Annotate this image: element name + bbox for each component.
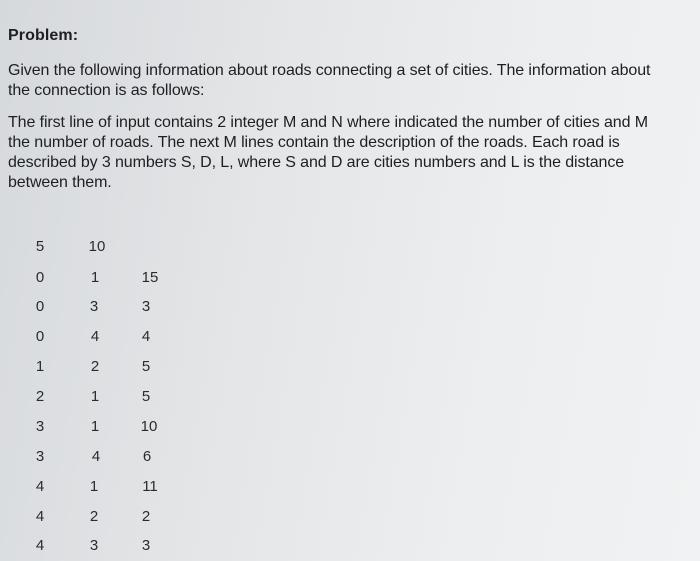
distance-cell: 5 — [141, 358, 151, 375]
destination-city-cell: 3 — [89, 537, 99, 554]
distance-cell: 5 — [141, 388, 151, 405]
distance-cell: 4 — [141, 328, 151, 345]
destination-city-cell: 3 — [89, 298, 99, 315]
description-line: described by 3 numbers S, D, L, where S and D are cities numbers and L is the distance — [8, 154, 625, 171]
distance-cell: 3 — [141, 537, 151, 554]
distance-cell: 10 — [140, 418, 158, 435]
roads-count: 10 — [88, 238, 106, 255]
destination-city-cell: 2 — [90, 358, 100, 375]
cities-count: 5 — [35, 238, 45, 255]
source-city-cell: 3 — [35, 448, 45, 465]
distance-cell: 11 — [142, 478, 158, 495]
intro-line: the connection is as follows: — [8, 82, 205, 99]
intro-paragraph — [8, 61, 693, 101]
source-city-cell: 2 — [35, 388, 45, 405]
destination-city-cell: 1 — [90, 418, 100, 435]
destination-city-cell: 1 — [90, 388, 100, 405]
description-paragraph — [8, 113, 693, 193]
distance-cell: 3 — [141, 298, 151, 315]
destination-city-cell: 1 — [89, 478, 99, 495]
distance-cell: 15 — [141, 269, 159, 286]
distance-cell: 6 — [142, 448, 152, 465]
distance-cell: 2 — [141, 508, 151, 525]
problem-heading: Problem: — [8, 27, 79, 44]
destination-city-cell: 2 — [89, 508, 99, 525]
description-line: the number of roads. The next M lines contain the description of the roads. Each road is — [8, 134, 620, 151]
source-city-cell: 4 — [35, 478, 45, 495]
source-city-cell: 0 — [35, 328, 45, 345]
destination-city-cell: 1 — [90, 269, 100, 286]
source-city-cell: 4 — [35, 508, 45, 525]
description-line: between them. — [8, 174, 112, 191]
destination-city-cell: 4 — [91, 448, 101, 465]
source-city-cell: 3 — [35, 418, 45, 435]
description-line: The first line of input contains 2 integer M and N where indicated the number of cities and M — [8, 114, 648, 131]
source-city-cell: 1 — [35, 358, 45, 375]
source-city-cell: 0 — [35, 269, 45, 286]
source-city-cell: 4 — [35, 537, 45, 554]
source-city-cell: 0 — [35, 298, 45, 315]
intro-line: Given the following information about roads connecting a set of cities. The information about — [8, 62, 651, 79]
destination-city-cell: 4 — [90, 328, 100, 345]
